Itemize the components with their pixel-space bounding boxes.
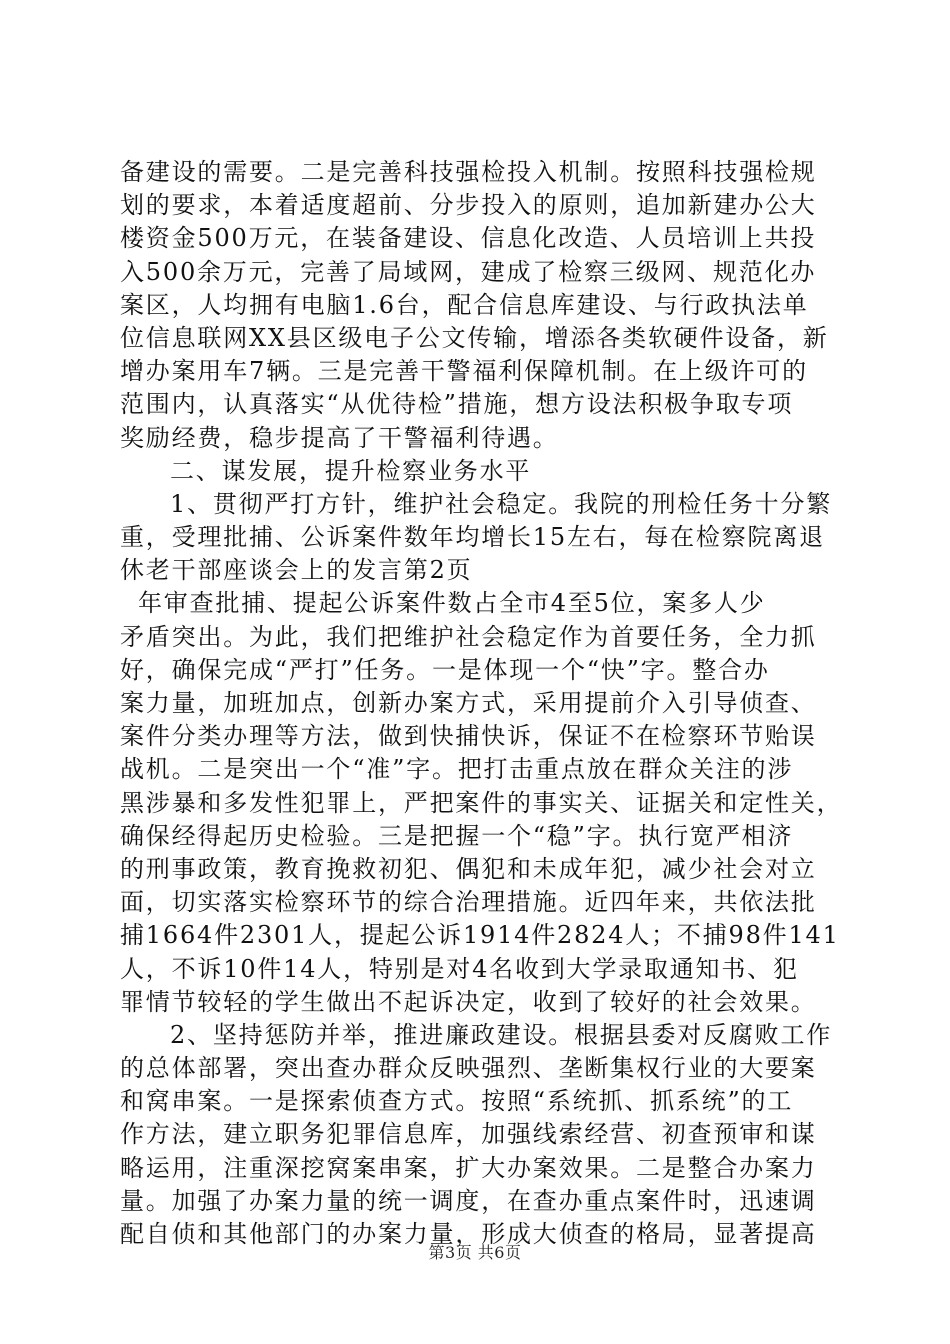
text-line: 楼资金500万元，在装备建设、信息化改造、人员培训上共投 bbox=[120, 224, 817, 253]
text-line: 重，受理批捕、公诉案件数年均增长15左右，每在检察院离退 bbox=[120, 523, 825, 552]
text-line: 黑涉暴和多发性犯罪上，严把案件的事实关、证据关和定性关， bbox=[120, 788, 843, 817]
text-line: 的刑事政策，教育挽救初犯、偶犯和未成年犯，减少社会对立 bbox=[120, 854, 817, 883]
paragraph-start: 1、贯彻严打方针，维护社会稳定。我院的刑检任务十分繁 bbox=[170, 489, 833, 518]
text-line: 罪情节较轻的学生做出不起诉决定，收到了较好的社会效果。 bbox=[120, 987, 817, 1016]
text-line: 增办案用车7辆。三是完善干警福利保障机制。在上级许可的 bbox=[120, 357, 808, 386]
text-line: 面，切实落实检察环节的综合治理措施。近四年来，共依法批 bbox=[120, 888, 817, 917]
text-line: 量。加强了办案力量的统一调度，在查办重点案件时，迅速调 bbox=[120, 1186, 817, 1215]
text-line: 的总体部署，突出查办群众反映强烈、垄断集权行业的大要案 bbox=[120, 1054, 817, 1083]
paragraph-start: 2、坚持惩防并举，推进廉政建设。根据县委对反腐败工作 bbox=[170, 1020, 833, 1049]
text-line: 好，确保完成“严打”任务。一是体现一个“快”字。整合办 bbox=[120, 655, 770, 684]
text-line: 奖励经费，稳步提高了干警福利待遇。 bbox=[120, 423, 559, 452]
text-line: 人，不诉10件14人，特别是对4名收到大学录取通知书、犯 bbox=[120, 954, 799, 983]
text-line: 捕1664件2301人，提起公诉1914件2824人；不捕98件141 bbox=[120, 921, 840, 950]
text-line: 略运用，注重深挖窝案串案，扩大办案效果。二是整合办案力 bbox=[120, 1153, 817, 1182]
text-line: 和窝串案。一是探索侦查方式。按照“系统抓、抓系统”的工 bbox=[120, 1087, 794, 1116]
text-line: 备建设的需要。二是完善科技强检投入机制。按照科技强检规 bbox=[120, 158, 817, 186]
text-line: 战机。二是突出一个“准”字。把打击重点放在群众关注的涉 bbox=[120, 755, 794, 784]
section-heading: 二、谋发展，提升检察业务水平 bbox=[170, 456, 532, 485]
text-line: 案件分类办理等方法，做到快捕快诉，保证不在检察环节贻误 bbox=[120, 722, 817, 751]
text-line: 矛盾突出。为此，我们把维护社会稳定作为首要任务，全力抓 bbox=[120, 622, 817, 651]
document-body bbox=[120, 156, 843, 1251]
text-line: 位信息联网XX县区级电子公文传输，增添各类软硬件设备，新 bbox=[120, 323, 829, 352]
text-line: 入500余万元，完善了局域网，建成了检察三级网、规范化办 bbox=[120, 257, 817, 286]
text-line: 案力量，加班加点，创新办案方式，采用提前介入引导侦查、 bbox=[120, 689, 817, 717]
text-line: 作方法，建立职务犯罪信息库，加强线索经营、初查预审和谋 bbox=[120, 1120, 817, 1149]
text-line: 配自侦和其他部门的办案力量，形成大侦查的格局，显著提高 bbox=[120, 1220, 817, 1248]
text-line: 确保经得起历史检验。三是把握一个“稳”字。执行宽严相济 bbox=[120, 821, 794, 850]
text-line: 案区，人均拥有电脑1.6台，配合信息库建设、与行政执法单 bbox=[120, 290, 809, 319]
text-line: 年审查批捕、提起公诉案件数占全市4至5位，案多人少 bbox=[138, 589, 766, 618]
text-line: 划的要求，本着适度超前、分步投入的原则，追加新建办公大 bbox=[120, 191, 817, 220]
page-number-footer: 第3页 共6页 bbox=[428, 1243, 522, 1262]
text-line: 范围内，认真落实“从优待检”措施，想方设法积极争取专项 bbox=[120, 390, 794, 419]
text-line: 休老干部座谈会上的发言第2页 bbox=[120, 556, 473, 585]
